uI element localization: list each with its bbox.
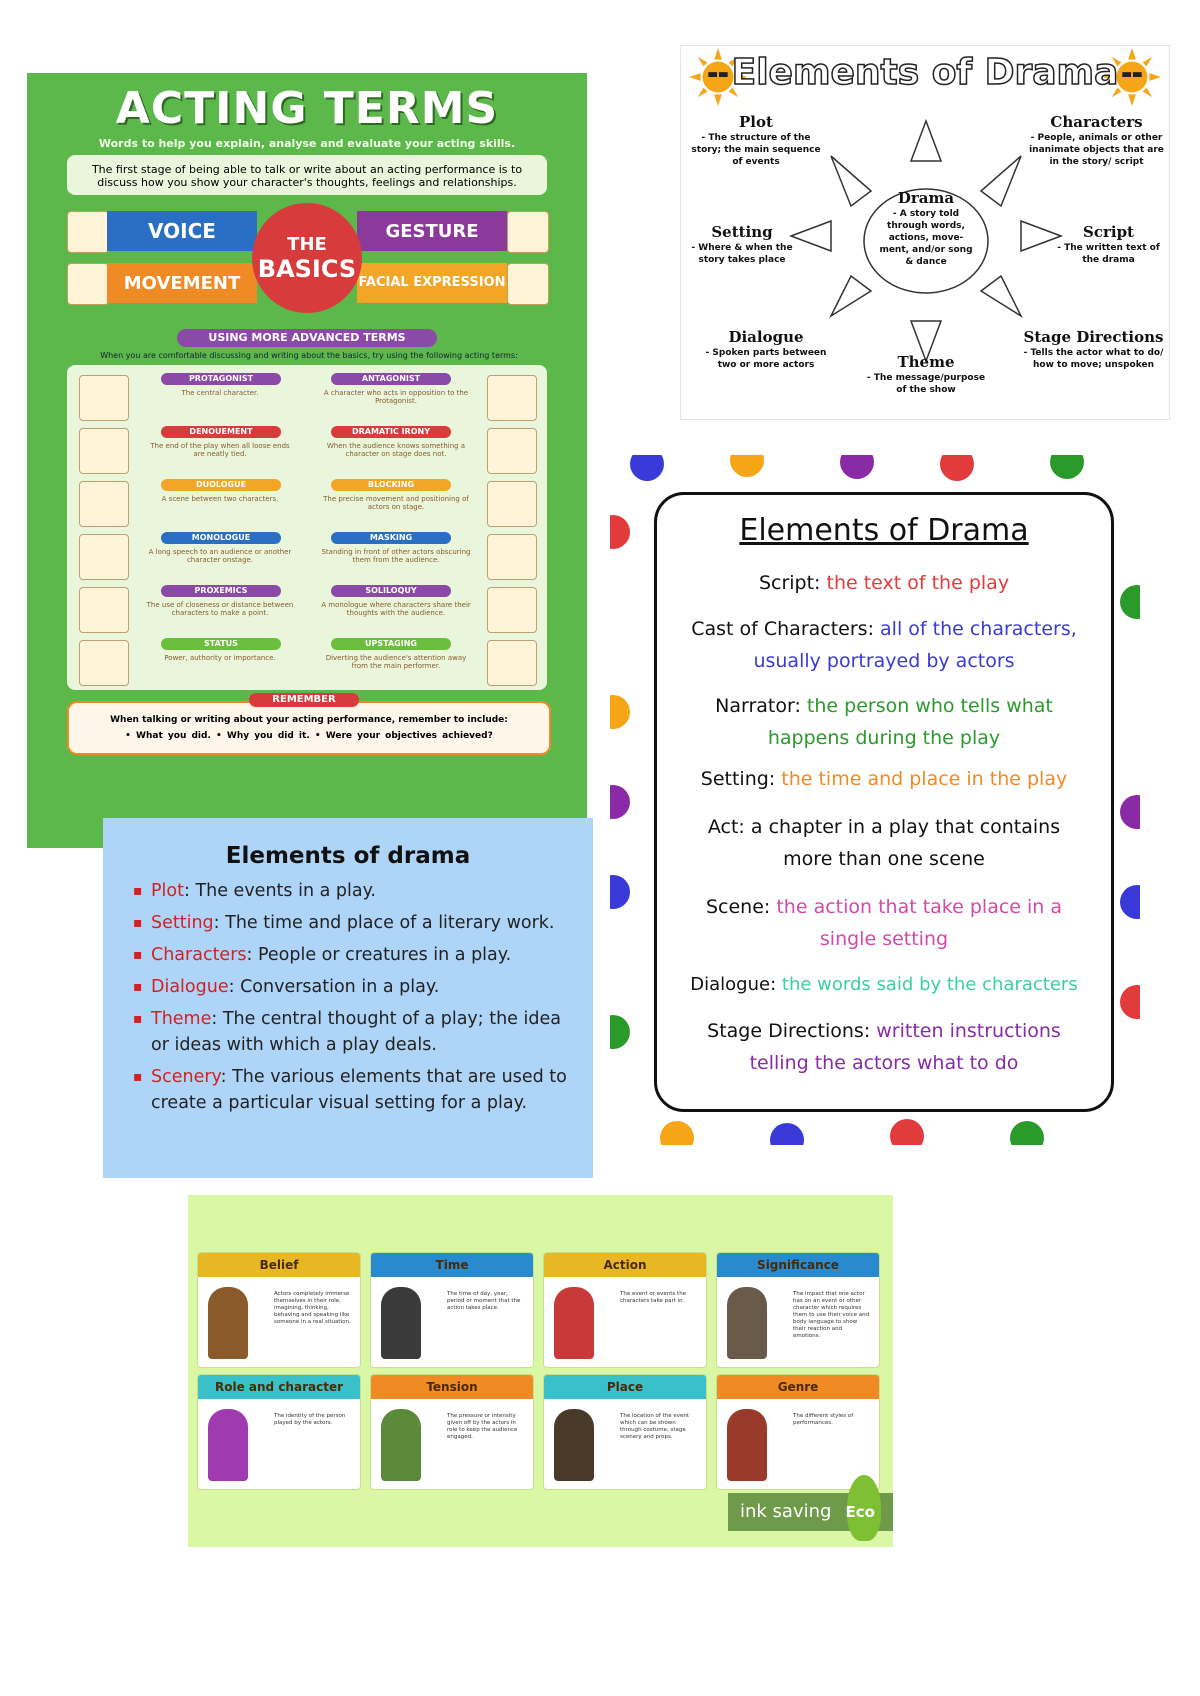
card-title: Genre xyxy=(717,1375,879,1399)
basics-gesture: GESTURE xyxy=(357,211,507,251)
term-desc: Power, authority or importance. xyxy=(164,654,276,662)
item-term: Setting xyxy=(151,913,214,933)
item-term: Theme xyxy=(151,1009,212,1029)
card-title: Role and character xyxy=(198,1375,360,1399)
entry-stage-directions xyxy=(657,1015,1111,1079)
protagonist-illustration-icon xyxy=(79,375,129,421)
decor-dot xyxy=(1010,1121,1044,1145)
term-desc: Diverting the audience's attention away from the main performer. xyxy=(325,654,467,670)
card-title: Tension xyxy=(371,1375,533,1399)
entry-term: Act: xyxy=(707,816,745,838)
entry-def: a chapter in a play that contains more than one scene xyxy=(750,816,1061,870)
node-stage-directions xyxy=(1021,328,1166,371)
term-desc: A scene between two characters. xyxy=(161,495,279,503)
node-plot xyxy=(691,113,821,168)
terms-left-column xyxy=(75,371,305,689)
list-item xyxy=(133,1006,583,1058)
decor-dot xyxy=(890,1119,924,1145)
basics-facial-expression: FACIAL EXPRESSION xyxy=(357,263,507,303)
entry-term: Dialogue: xyxy=(690,974,777,995)
blue-card-list xyxy=(133,878,583,1122)
node-text: - The written text of the drama xyxy=(1057,243,1160,265)
entry-def: all of the characters, usually portrayed by actors xyxy=(753,618,1077,672)
node-heading: Setting xyxy=(711,223,773,241)
decor-dot xyxy=(630,455,664,481)
node-heading: Characters xyxy=(1050,113,1143,131)
node-text: - Tells the actor what to do/ how to move; unspoken xyxy=(1023,348,1164,370)
term-desc: When the audience knows something a character on stage does not. xyxy=(326,442,466,458)
term-masking xyxy=(311,530,541,583)
card-title: Action xyxy=(544,1253,706,1277)
entry-setting xyxy=(657,763,1111,795)
elements-card xyxy=(654,492,1114,1112)
gesture-illustration-icon xyxy=(507,211,549,253)
poster-subtitle: Words to help you explain, analyse and evaluate your acting skills. xyxy=(98,137,516,150)
list-item xyxy=(133,910,583,936)
entry-term: Cast of Characters: xyxy=(691,618,874,640)
node-script xyxy=(1051,223,1166,266)
term-desc: The central character. xyxy=(181,389,259,397)
card-genre xyxy=(717,1375,879,1489)
entry-term: Scene: xyxy=(705,896,771,918)
card-title: Time xyxy=(371,1253,533,1277)
voice-illustration-icon xyxy=(67,211,109,253)
decor-dot xyxy=(660,1121,694,1145)
item-text: : People or creatures in a play. xyxy=(246,945,512,965)
term-name: MASKING xyxy=(331,532,451,544)
term-name: SOLILOQUY xyxy=(331,585,451,597)
decor-dot xyxy=(1120,885,1140,919)
person-illustration-icon xyxy=(727,1409,767,1481)
node-setting xyxy=(687,223,797,266)
card-time xyxy=(371,1253,533,1367)
card-tension xyxy=(371,1375,533,1489)
term-dramatic-irony xyxy=(311,424,541,477)
term-desc: A character who acts in opposition to the Protagonist. xyxy=(323,389,469,405)
entry-def: the time and place in the play xyxy=(781,768,1068,790)
term-blocking xyxy=(311,477,541,530)
term-protagonist xyxy=(75,371,305,424)
decor-dot xyxy=(1120,795,1140,829)
sun-diagram xyxy=(680,45,1170,420)
term-name: MONOLOGUE xyxy=(161,532,281,544)
entry-def: the text of the play xyxy=(826,572,1010,594)
person-illustration-icon xyxy=(208,1409,248,1481)
antagonist-illustration-icon xyxy=(487,375,537,421)
node-text: - Spoken parts between two or more actors xyxy=(705,348,827,370)
term-name: DUOLOGUE xyxy=(161,479,281,491)
term-soliloquy xyxy=(311,583,541,636)
basics-voice: VOICE xyxy=(107,211,257,251)
item-term: Scenery xyxy=(151,1067,221,1087)
node-dialogue xyxy=(701,328,831,371)
term-desc: The use of closeness or distance between characters to make a point. xyxy=(146,601,294,617)
person-illustration-icon xyxy=(554,1409,594,1481)
blue-elements-card xyxy=(103,818,593,1178)
term-monologue xyxy=(75,530,305,583)
decor-dot xyxy=(610,695,630,729)
card-desc: The time of day, year, period or moment that the action takes place. xyxy=(447,1291,521,1311)
card-belief xyxy=(198,1253,360,1367)
list-item xyxy=(133,942,583,968)
entry-dialogue xyxy=(657,969,1111,1001)
decor-dot xyxy=(610,515,630,549)
card-role-and-character xyxy=(198,1375,360,1489)
person-illustration-icon xyxy=(208,1287,248,1359)
decor-dot xyxy=(610,875,630,909)
term-duologue xyxy=(75,477,305,530)
term-desc: A monologue where characters share their thoughts with the audience. xyxy=(321,601,471,617)
status-illustration-icon xyxy=(79,640,129,686)
term-denouement xyxy=(75,424,305,477)
card-desc: Actors completely immerse themselves in their role, imagining, thinking, behaving and speaking like someone in a real situation. xyxy=(274,1291,351,1325)
card-title: Belief xyxy=(198,1253,360,1277)
term-desc: The precise movement and positioning of actors on stage. xyxy=(323,495,469,511)
decor-dot xyxy=(610,1015,630,1049)
blue-card-title: Elements of drama xyxy=(225,843,471,869)
node-drama xyxy=(876,189,976,268)
decor-dot xyxy=(1050,455,1084,479)
term-antagonist xyxy=(311,371,541,424)
proxemics-illustration-icon xyxy=(79,587,129,633)
item-text: : The events in a play. xyxy=(183,881,376,901)
item-text: : Conversation in a play. xyxy=(228,977,440,997)
card-desc: The identity of the person played by the actors. xyxy=(274,1413,346,1426)
decor-dot xyxy=(1120,985,1140,1019)
drama-cards-board xyxy=(188,1195,893,1547)
theatre-masks-icon xyxy=(507,263,549,305)
acting-terms-poster xyxy=(27,73,587,848)
item-text: : The central thought of a play; the idea or ideas with which a play deals. xyxy=(151,1009,561,1055)
basics-the: THE xyxy=(287,233,327,255)
item-term: Dialogue xyxy=(151,977,229,997)
node-heading: Stage Directions xyxy=(1023,328,1164,346)
term-proxemics xyxy=(75,583,305,636)
term-name: BLOCKING xyxy=(331,479,451,491)
entry-narrator xyxy=(657,690,1111,754)
term-name: PROTAGONIST xyxy=(161,373,281,385)
term-desc: A long speech to an audience or another character onstage. xyxy=(148,548,292,564)
node-text: - People, animals or other inanimate objects that are in the story/ script xyxy=(1029,133,1164,167)
entry-term: Setting: xyxy=(700,768,776,790)
node-text: - The structure of the story; the main sequence of events xyxy=(691,133,821,167)
term-name: ANTAGONIST xyxy=(331,373,451,385)
node-heading: Drama xyxy=(897,189,955,207)
card-title: Significance xyxy=(717,1253,879,1277)
basics-band xyxy=(67,203,547,311)
duologue-illustration-icon xyxy=(79,481,129,527)
card-title: Place xyxy=(544,1375,706,1399)
entry-term: Script: xyxy=(758,572,821,594)
eco-label: Eco xyxy=(845,1503,875,1521)
node-text: - The message/purpose of the show xyxy=(866,373,986,395)
list-item xyxy=(133,878,583,904)
soliloquy-illustration-icon xyxy=(487,587,537,633)
poster-title: ACTING TERMS xyxy=(115,83,499,134)
person-illustration-icon xyxy=(381,1287,421,1359)
denouement-illustration-icon xyxy=(79,428,129,474)
item-term: Characters xyxy=(151,945,247,965)
person-illustration-icon xyxy=(381,1409,421,1481)
card-desc: The pressure or intensity given off by the actors in role to keep the audience engaged. xyxy=(447,1413,518,1440)
card-action xyxy=(544,1253,706,1367)
polka-dot-elements-card xyxy=(610,455,1140,1145)
entry-def: written instructions telling the actors what to do xyxy=(749,1020,1061,1074)
masking-illustration-icon xyxy=(487,534,537,580)
list-item xyxy=(133,1064,583,1116)
term-name: DRAMATIC IRONY xyxy=(331,426,451,438)
advanced-terms-panel xyxy=(67,365,547,690)
entry-def: the words said by the characters xyxy=(781,974,1078,995)
terms-right-column xyxy=(311,371,541,689)
basics-movement: MOVEMENT xyxy=(107,263,257,303)
movement-illustration-icon xyxy=(67,263,109,305)
person-illustration-icon xyxy=(727,1287,767,1359)
upstaging-illustration-icon xyxy=(487,640,537,686)
decor-dot xyxy=(610,785,630,819)
term-name: UPSTAGING xyxy=(331,638,451,650)
remember-items: • What you did. • Why you did it. • Were your objectives achieved? xyxy=(125,731,493,741)
decor-dot xyxy=(1120,585,1140,619)
entry-cast xyxy=(657,613,1111,677)
term-desc: The end of the play when all loose ends are neatly tied. xyxy=(150,442,290,458)
director-chair-icon xyxy=(487,481,537,527)
card-desc: The impact that one actor has on an event or other character which requires them to use their voice and body language to show their reaction and emotions. xyxy=(793,1291,870,1339)
node-heading: Dialogue xyxy=(728,328,804,346)
card-significance xyxy=(717,1253,879,1367)
card-desc: The event or events the characters take part in. xyxy=(620,1291,687,1304)
entry-def: the action that take place in a single setting xyxy=(776,896,1063,950)
node-heading: Theme xyxy=(897,353,955,371)
decor-dot xyxy=(940,455,974,481)
term-status xyxy=(75,636,305,689)
entry-term: Narrator: xyxy=(715,695,801,717)
monologue-illustration-icon xyxy=(79,534,129,580)
node-theme xyxy=(866,353,986,396)
dramatic-irony-illustration-icon xyxy=(487,428,537,474)
advanced-terms-intro: When you are comfortable discussing and writing about the basics, try using the following acting terms: xyxy=(100,351,518,360)
person-illustration-icon xyxy=(554,1287,594,1359)
decor-dot xyxy=(840,455,874,479)
basics-label: BASICS xyxy=(257,254,357,283)
eco-text: ink saving xyxy=(740,1501,832,1522)
decor-dot xyxy=(770,1123,804,1145)
card-desc: The different styles of performances. xyxy=(793,1413,854,1426)
entry-scene xyxy=(657,891,1111,955)
term-desc: Standing in front of other actors obscuring them from the audience. xyxy=(321,548,471,564)
item-text: : The time and place of a literary work. xyxy=(213,913,555,933)
remember-text: When talking or writing about your acting performance, remember to include: xyxy=(110,715,508,725)
node-text: - A story told through words, actions, move-ment, and/or song & dance xyxy=(879,209,973,267)
entry-def: the person who tells what happens during the play xyxy=(767,695,1053,749)
list-item xyxy=(133,974,583,1000)
remember-box xyxy=(67,694,551,755)
term-name: STATUS xyxy=(161,638,281,650)
node-heading: Script xyxy=(1083,223,1134,241)
entry-script xyxy=(657,567,1111,599)
node-heading: Plot xyxy=(739,113,773,131)
decor-dot xyxy=(730,455,764,477)
node-text: - Where & when the story takes place xyxy=(691,243,793,265)
term-upstaging xyxy=(311,636,541,689)
advanced-terms-header: USING MORE ADVANCED TERMS xyxy=(177,329,437,347)
remember-label: REMEMBER xyxy=(249,693,359,707)
item-text: : The various elements that are used to create a particular visual setting for a play. xyxy=(151,1067,567,1113)
entry-act xyxy=(657,811,1111,875)
poster-intro: The first stage of being able to talk or write about an acting performance is to discuss how you show your character's thoughts, feelings and relationships. xyxy=(67,155,547,195)
card-desc: The location of the event which can be shown through costume, stage scenery and props. xyxy=(620,1413,690,1440)
card-place xyxy=(544,1375,706,1489)
dots-card-title: Elements of Drama xyxy=(739,513,1029,548)
sun-title: Elements of Drama xyxy=(731,52,1119,93)
term-name: PROXEMICS xyxy=(161,585,281,597)
item-term: Plot xyxy=(151,881,184,901)
ink-saving-badge xyxy=(728,1493,893,1531)
node-characters xyxy=(1029,113,1164,168)
basics-circle xyxy=(252,203,362,313)
entry-term: Stage Directions: xyxy=(707,1020,871,1042)
term-name: DENOUEMENT xyxy=(161,426,281,438)
